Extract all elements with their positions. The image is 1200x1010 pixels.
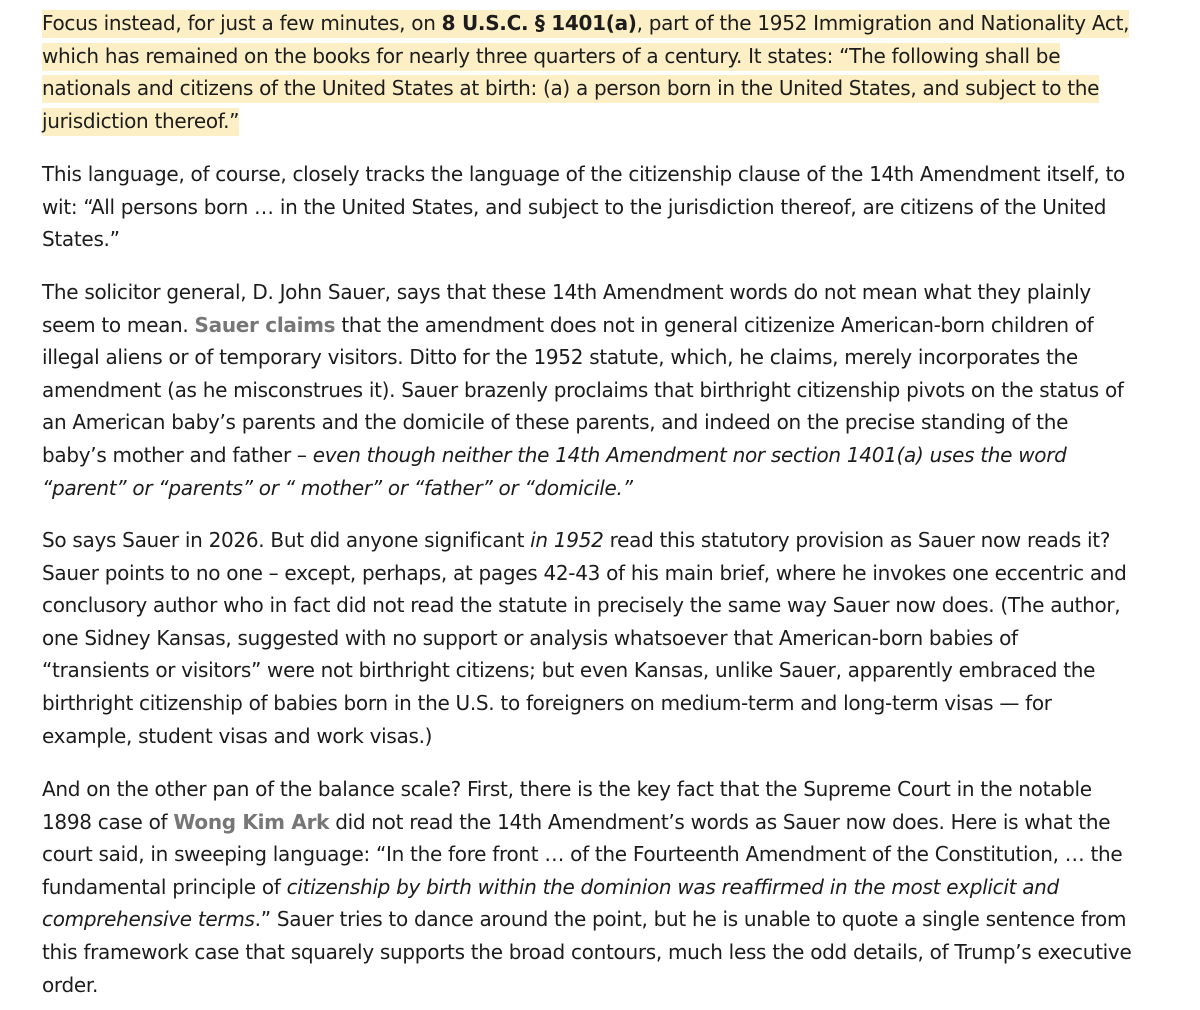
text: read this statutory provision as Sauer now reads it? xyxy=(603,528,1111,552)
line: example, student visas and work visas.) xyxy=(42,723,433,748)
line: This language, of course, closely tracks the language of the citizenship clause of the 14th Amendment itself, to xyxy=(42,162,1125,186)
line: wit: “All persons born … in the United States, and subject to the jurisdiction thereof, are citizens of the United xyxy=(42,194,1107,219)
text: So says Sauer in 2026. But did anyone significant xyxy=(42,528,531,552)
line xyxy=(42,105,1129,138)
line: one Sidney Kansas, suggested with no support or analysis whatsoever that American-born babies of xyxy=(42,625,1018,650)
text: .” Sauer tries to dance around the point, but he is unable to quote a single sentence from xyxy=(254,907,1127,932)
line: Sauer points to no one – except, perhaps, at pages 42-43 of his main brief, where he invokes one eccentric and xyxy=(42,560,1127,585)
line xyxy=(42,7,1129,40)
line: The solicitor general, D. John Sauer, says that these 14th Amendment words do not mean what they plainly xyxy=(42,280,1091,304)
emphasis: citizenship by birth within the dominion was reaffirmed in the most explicit and xyxy=(286,874,1059,899)
line: “transients or visitors” were not birthright citizens; but even Kansas, unlike Sauer, apparently embraced the xyxy=(42,658,1096,683)
text: seem to mean. xyxy=(42,312,195,337)
line xyxy=(42,40,1129,73)
line: amendment (as he misconstrues it). Sauer brazenly proclaims that birthright citizenship pivots on the status of xyxy=(42,377,1124,402)
highlight: nationals and citizens of the United States at birth: (a) a person born in the United States, and subject to the xyxy=(42,75,1099,103)
highlight: which has remained on the books for nearly three quarters of a century. It states: “The following shall be xyxy=(42,43,1060,71)
highlight xyxy=(42,10,1129,38)
line: this framework case that squarely supports the broad contours, much less the odd details, of Trump’s executive xyxy=(42,939,1132,964)
line: “parent” or “parents” or “ mother” or “father” or “domicile.” xyxy=(42,475,633,500)
line: illegal aliens or of temporary visitors. Ditto for the 1952 statute, which, he claims, merely incorporates the xyxy=(42,345,1078,370)
line: States.” xyxy=(42,227,120,252)
paragraph-3 xyxy=(42,276,1124,504)
line: an American baby’s parents and the domicile of these parents, and indeed on the precise standing of the xyxy=(42,410,1069,435)
line: And on the other pan of the balance scale? First, there is the key fact that the Supreme Court in the notable xyxy=(42,777,1092,801)
line xyxy=(42,72,1129,105)
emphasis: in 1952 xyxy=(530,528,604,552)
wong-kim-ark-link[interactable]: Wong Kim Ark xyxy=(173,809,330,834)
text: baby’s mother and father – xyxy=(42,442,313,467)
emphasis: even though neither the 14th Amendment nor section 1401(a) uses the word xyxy=(312,442,1067,467)
highlight: jurisdiction thereof.” xyxy=(42,108,239,136)
emphasis: comprehensive terms xyxy=(42,907,255,932)
line xyxy=(42,309,1124,342)
text: fundamental principle of xyxy=(42,874,287,899)
line: order. xyxy=(42,972,99,997)
text: Focus instead, for just a few minutes, on xyxy=(42,11,442,35)
text: that the amendment does not in general citizenize American-born children of xyxy=(335,312,1094,337)
line xyxy=(42,806,1131,839)
line xyxy=(42,903,1131,936)
statute-citation: 8 U.S.C. § 1401(a) xyxy=(441,11,637,35)
text: , part of the 1952 Immigration and Nationality Act, xyxy=(636,11,1130,35)
sauer-claims-link[interactable]: Sauer claims xyxy=(194,312,336,337)
paragraph-5 xyxy=(42,773,1131,1001)
line: court said, in sweeping language: “In the fore front … of the Fourteenth Amendment of the Constitution, … the xyxy=(42,842,1123,867)
line xyxy=(42,524,1127,557)
text: 1898 case of xyxy=(42,809,174,834)
paragraph-4 xyxy=(42,524,1127,752)
line: birthright citizenship of babies born in the U.S. to foreigners on medium-term and long-term visas — for xyxy=(42,690,1052,715)
paragraph-2 xyxy=(42,158,1125,256)
line xyxy=(42,439,1124,472)
paragraph-1-highlighted[interactable] xyxy=(42,7,1129,137)
text: did not read the 14th Amendment’s words as Sauer now does. Here is what the xyxy=(329,809,1111,834)
line: conclusory author who in fact did not read the statute in precisely the same way Sauer now does. (The author, xyxy=(42,593,1121,618)
line xyxy=(42,871,1131,904)
